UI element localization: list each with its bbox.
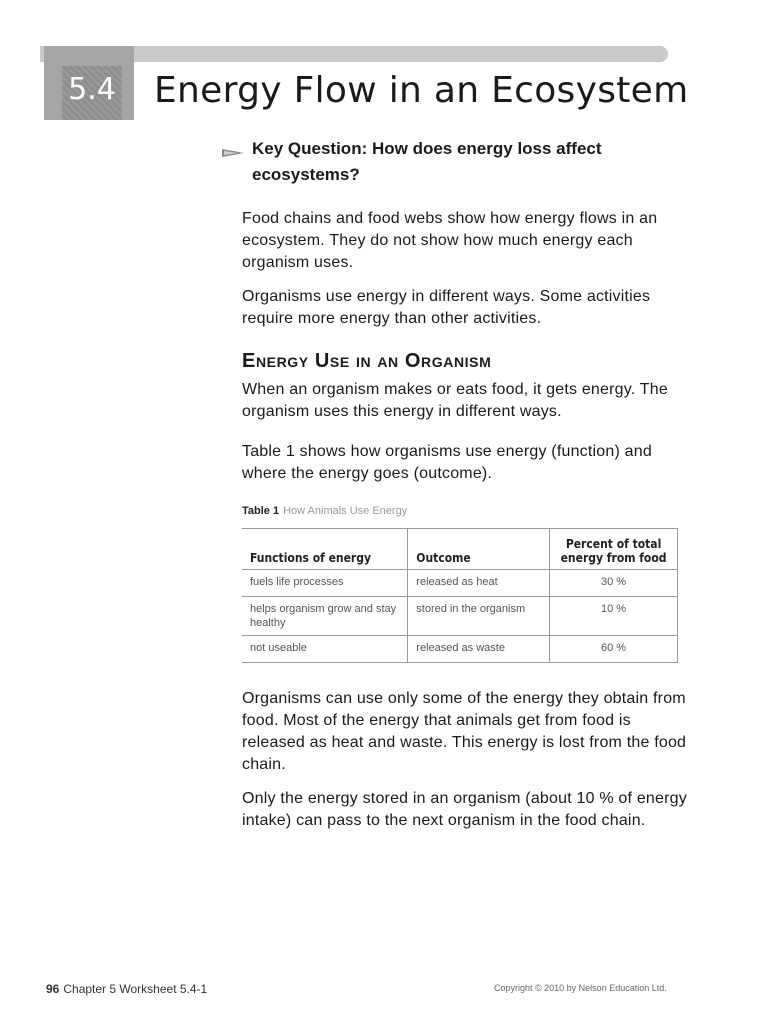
table-caption-label: Table 1: [242, 505, 280, 517]
energy-use-table: [242, 528, 678, 663]
cell-function: not useable: [242, 636, 408, 663]
section-paragraph-1: When an organism makes or eats food, it gets energy. The organism uses this energy in different ways.: [242, 381, 668, 420]
column-header-percent: Percent of total energy from food: [550, 529, 678, 570]
cell-percent: 30 %: [550, 570, 678, 597]
intro-paragraph-2: Organisms use energy in different ways. Some activities require more energy than other activities.: [242, 288, 651, 327]
closing-paragraph-1: Organisms can use only some of the energy they obtain from food. Most of the energy that animals get from food is released as heat and waste. This energy is lost from the food chain.: [242, 690, 687, 773]
table-row: [242, 636, 678, 663]
cell-percent: 10 %: [550, 597, 678, 636]
section-heading: Energy Use in an Organism: [242, 350, 492, 372]
key-question: Key Question: How does energy loss affect ecosystems?: [252, 139, 602, 184]
cell-outcome: released as heat: [408, 570, 550, 597]
copyright-notice: Copyright © 2010 by Nelson Education Ltd.: [494, 983, 667, 993]
cell-function: fuels life processes: [242, 570, 408, 597]
column-header-outcome: Outcome: [408, 529, 550, 570]
page-title: Energy Flow in an Ecosystem: [154, 70, 689, 111]
table-row: [242, 570, 678, 597]
cell-outcome: released as waste: [408, 636, 550, 663]
intro-paragraph-1: Food chains and food webs show how energy flows in an ecosystem. They do not show how much energy each organism uses.: [242, 210, 658, 271]
header-bar: [40, 46, 668, 62]
page-number: 96: [46, 982, 60, 996]
table-header-row: [242, 529, 678, 570]
column-header-function: Functions of energy: [242, 529, 408, 570]
section-number: 5.4: [68, 72, 116, 107]
cell-percent: 60 %: [550, 636, 678, 663]
table-caption-title: How Animals Use Energy: [283, 505, 408, 517]
section-paragraph-2: Table 1 shows how organisms use energy (function) and where the energy goes (outcome).: [242, 443, 652, 482]
closing-paragraph-2: Only the energy stored in an organism (about 10 % of energy intake) can pass to the next organism in the food chain.: [242, 790, 687, 829]
table-caption: [242, 505, 407, 517]
table-row: [242, 597, 678, 636]
cell-outcome: stored in the organism: [408, 597, 550, 636]
cell-function: helps organism grow and stay healthy: [242, 597, 408, 636]
page-footer-left: [46, 982, 207, 996]
worksheet-label: Chapter 5 Worksheet 5.4-1: [63, 982, 208, 996]
arrow-right-icon: [222, 146, 244, 160]
